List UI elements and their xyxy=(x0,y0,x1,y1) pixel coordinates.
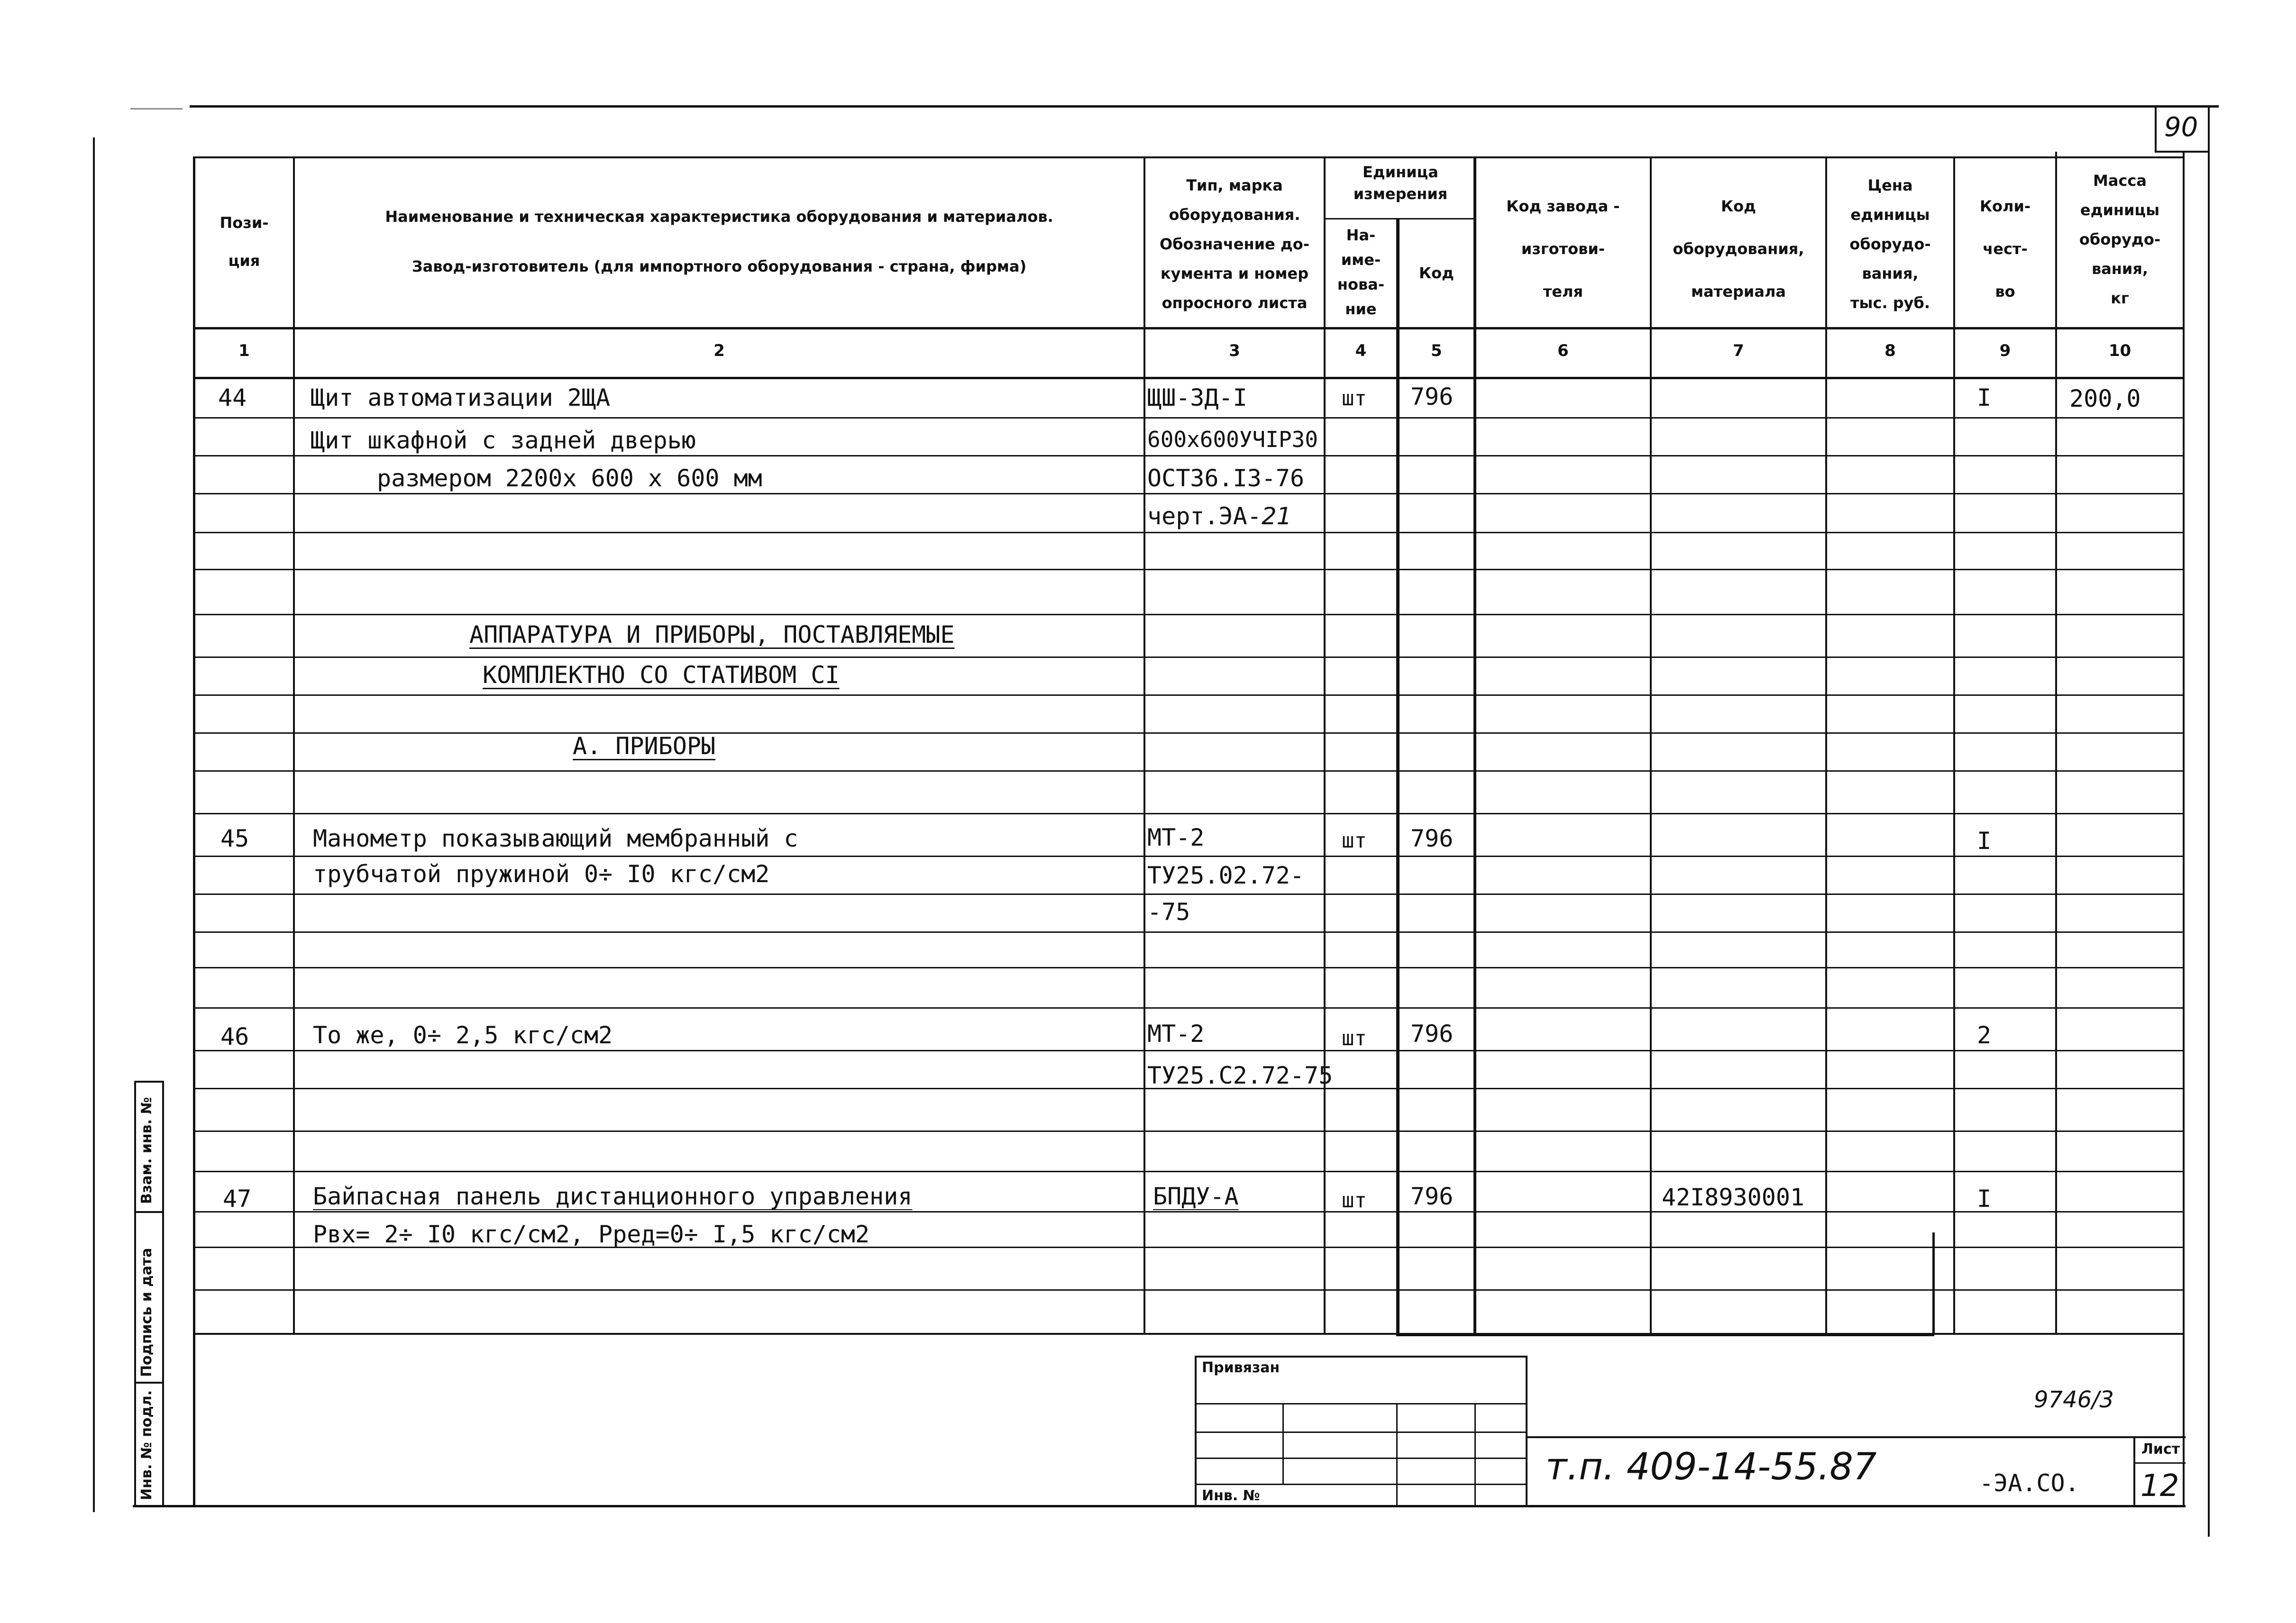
header-c3-line: опросного листа xyxy=(1162,294,1308,312)
table-right xyxy=(2183,152,2185,1507)
frame-top xyxy=(190,105,2219,108)
row-rule xyxy=(193,813,2184,814)
album-code: 9746/3 xyxy=(2034,1386,2114,1413)
header-c4-line: ние xyxy=(1345,300,1377,318)
header-c9-line: во xyxy=(1995,283,2015,301)
header-c4-line: нова- xyxy=(1337,275,1385,293)
row-rule xyxy=(193,614,2184,615)
header-c8-line: единицы xyxy=(1850,206,1930,224)
item-unit-code: 796 xyxy=(1410,1183,1454,1210)
row-rule xyxy=(193,1289,2184,1291)
table-body-bottom-heavy xyxy=(1396,1333,1934,1336)
position-number: 46 xyxy=(220,1023,249,1050)
document-number: т.п. 409-14-55.87 xyxy=(1546,1446,1877,1488)
col-divider-9 xyxy=(2055,152,2057,1334)
row-rule xyxy=(193,1171,2184,1172)
header-unit-line: Единица xyxy=(1363,163,1438,181)
header-unit-line: измерения xyxy=(1353,185,1448,203)
stamp-grid-v3 xyxy=(1474,1403,1476,1507)
col-divider-7 xyxy=(1825,156,1827,1334)
row-rule xyxy=(193,656,2184,658)
sheet-cell-left xyxy=(2133,1436,2135,1507)
item-unit-code: 796 xyxy=(1410,825,1454,852)
stamp-grid-h4 xyxy=(1195,1484,1527,1485)
col-number: 6 xyxy=(1557,341,1569,360)
header-c2-line: Наименование и техническая характеристика оборудования и материалов. xyxy=(385,208,1053,226)
item-type-handwritten: 21 xyxy=(1261,502,1292,530)
stamp-grid-h3 xyxy=(1195,1458,1527,1459)
header-c3-line: оборудования. xyxy=(1169,206,1300,224)
row-rule xyxy=(193,732,2184,734)
header-c8-line: Цена xyxy=(1867,176,1913,194)
item-name: Байпасная панель дистанционного управления xyxy=(313,1183,913,1210)
header-c3-line: Обозначение до- xyxy=(1160,235,1309,253)
header-c10-line: единицы xyxy=(2080,201,2160,219)
row-rule xyxy=(193,931,2184,933)
item-quantity: 2 xyxy=(1977,1021,1992,1049)
row-rule xyxy=(193,1211,2184,1213)
header-c3-line: Тип, марка xyxy=(1186,176,1283,194)
col-divider-3 xyxy=(1324,156,1326,1334)
col-number: 3 xyxy=(1229,341,1240,360)
header-c10 xyxy=(2057,166,2183,313)
item-type: -75 xyxy=(1147,898,1190,926)
col-divider-2 xyxy=(1143,156,1145,1334)
row-rule xyxy=(193,967,2184,968)
header-c3 xyxy=(1145,171,1324,318)
row-rule xyxy=(193,532,2184,533)
header-c4 xyxy=(1326,223,1396,321)
item-type: ЩШ-ЗД-I xyxy=(1147,384,1247,411)
item-name: Щит автоматизации 2ЩА xyxy=(311,384,611,411)
stamp-privyazan-label: Привязан xyxy=(1202,1359,1280,1376)
margin-stamp-top xyxy=(134,1081,164,1083)
stamp-grid-v1 xyxy=(1282,1403,1284,1484)
col-number: 7 xyxy=(1733,341,1744,360)
item-type: БПДУ-А xyxy=(1153,1183,1239,1210)
item-unit: шт xyxy=(1342,1188,1367,1213)
item-type: 600х600УЧIР30 xyxy=(1147,427,1318,452)
sheet-label: Лист xyxy=(2141,1441,2180,1458)
item-name: размером 2200х 600 х 600 мм xyxy=(377,465,762,492)
item-unit-code: 796 xyxy=(1410,1020,1454,1048)
item-name: То же, 0÷ 2,5 кгс/см2 xyxy=(313,1021,613,1049)
col-number: 9 xyxy=(1999,341,2011,360)
sheet-cell-divider xyxy=(2133,1462,2186,1464)
col-number: 2 xyxy=(713,341,725,360)
unit-group-divider xyxy=(1324,218,1475,219)
item-type: ТУ25.С2.72-75 xyxy=(1147,1062,1333,1089)
col-divider-5 xyxy=(1473,156,1476,1334)
row-rule xyxy=(193,455,2184,456)
header-c2-line: Завод-изготовитель (для импортного оборудования - страна, фирма) xyxy=(412,257,1027,275)
col-number: 10 xyxy=(2108,341,2131,360)
frame-right xyxy=(2208,105,2210,1537)
stamp-grid-h1 xyxy=(1195,1403,1527,1404)
header-unit-group xyxy=(1326,161,1475,205)
header-c1 xyxy=(195,204,293,280)
header-c9-line: чест- xyxy=(1983,240,2028,258)
item-unit: шт xyxy=(1342,1026,1367,1050)
col-number: 1 xyxy=(238,341,250,360)
section-title: КОМПЛЕКТНО СО СТАТИВОМ СI xyxy=(483,661,840,689)
item-quantity: I xyxy=(1977,384,1992,411)
position-number: 44 xyxy=(218,384,247,411)
row-rule xyxy=(193,493,2184,494)
header-c4-line: На- xyxy=(1346,226,1376,244)
equipment-code: 42I8930001 xyxy=(1662,1184,1805,1211)
row-rule xyxy=(193,417,2184,419)
item-type: ОСТ36.I3-76 xyxy=(1147,465,1305,492)
row-rule xyxy=(193,569,2184,570)
header-bottom xyxy=(193,327,2184,329)
header-c10-line: Масса xyxy=(2093,172,2147,190)
table-top xyxy=(193,156,2184,158)
header-c6-line: теля xyxy=(1543,283,1583,301)
stamp-grid-v2 xyxy=(1396,1403,1398,1507)
header-c7-line: материала xyxy=(1691,283,1786,301)
header-c10-line: кг xyxy=(2111,289,2129,307)
item-name: трубчатой пружиной 0÷ I0 кгс/см2 xyxy=(313,860,770,888)
margin-label-signature-date: Подпись и дата xyxy=(138,1248,155,1377)
stamp-inv-no-label: Инв. № xyxy=(1202,1487,1260,1504)
header-c6-line: изготови- xyxy=(1521,240,1605,258)
position-number: 45 xyxy=(220,825,249,852)
item-type: ТУ25.02.72- xyxy=(1147,862,1305,889)
stamp-grid-h2 xyxy=(1195,1432,1527,1433)
frame-dash xyxy=(130,108,183,109)
col-divider-8 xyxy=(1953,156,1955,1334)
margin-stamp-left xyxy=(134,1081,136,1507)
header-c10-line: оборудо- xyxy=(2079,230,2161,248)
col-number: 5 xyxy=(1431,341,1442,360)
item-type: МТ-2 xyxy=(1147,1020,1205,1048)
header-c5-line: Код xyxy=(1419,264,1454,282)
header-c1-line: Пози- xyxy=(220,214,269,232)
col-divider-4 xyxy=(1396,218,1400,1334)
header-c6-line: Код завода - xyxy=(1506,197,1620,215)
corner-box-left xyxy=(2155,105,2157,153)
header-c7-line: оборудования, xyxy=(1673,240,1804,258)
header-c6 xyxy=(1476,185,1650,313)
row-rule xyxy=(193,894,2184,895)
col-divider-6 xyxy=(1650,156,1652,1334)
frame-left-margin xyxy=(93,137,95,1512)
section-subtitle: А. ПРИБОРЫ xyxy=(573,732,716,760)
header-c10-line: вания, xyxy=(2091,260,2149,278)
item-type: МТ-2 xyxy=(1147,824,1205,851)
sheet-number: 12 xyxy=(2140,1468,2179,1504)
corner-box-bottom xyxy=(2155,151,2210,153)
header-c4-line: име- xyxy=(1341,251,1381,269)
margin-stamp-div2 xyxy=(134,1382,164,1384)
header-c7 xyxy=(1652,185,1825,313)
title-block-top xyxy=(1527,1436,2186,1438)
numbers-bottom xyxy=(193,377,2184,379)
row-rule xyxy=(193,1131,2184,1132)
row-rule xyxy=(193,1007,2184,1009)
header-c2 xyxy=(295,192,1143,292)
sheet-corner-number: 90 xyxy=(2164,112,2198,143)
item-quantity: I xyxy=(1977,827,1992,855)
header-c8-line: тыс. руб. xyxy=(1850,294,1930,312)
header-c7-line: Код xyxy=(1721,197,1756,215)
margin-stamp-right xyxy=(162,1081,164,1507)
header-c9 xyxy=(1955,185,2055,313)
item-name: Манометр показывающий мембранный с xyxy=(313,825,798,852)
row-rule xyxy=(193,1050,2184,1051)
header-c8-line: вания, xyxy=(1862,264,1919,283)
margin-label-vzam-inv: Взам. инв. № xyxy=(138,1097,155,1204)
item-name: Щит шкафной с задней дверью xyxy=(311,427,696,454)
item-unit-code: 796 xyxy=(1410,383,1454,410)
position-number: 47 xyxy=(223,1185,252,1213)
item-type xyxy=(1147,502,1291,530)
section-title: АППАРАТУРА И ПРИБОРЫ, ПОСТАВЛЯЕМЫЕ xyxy=(469,621,955,648)
margin-stamp-div1 xyxy=(134,1211,164,1213)
header-c1-line: ция xyxy=(228,252,260,270)
row-rule xyxy=(193,856,2184,857)
header-c8-line: оборудо- xyxy=(1849,235,1931,253)
header-c9-line: Коли- xyxy=(1979,197,2031,215)
col-number: 8 xyxy=(1884,341,1896,360)
item-unit: шт xyxy=(1342,829,1367,853)
header-c5 xyxy=(1400,258,1473,288)
document-suffix: -ЭА.СО. xyxy=(1979,1469,2079,1497)
header-c3-line: кумента и номер xyxy=(1160,264,1309,283)
item-name: Рвх= 2÷ I0 кгс/см2, Рред=0÷ I,5 кгс/см2 xyxy=(313,1221,869,1248)
item-mass: 200,0 xyxy=(2069,385,2141,412)
stamp-box-top xyxy=(1195,1356,1527,1358)
margin-label-inv-podl: Инв. № подл. xyxy=(138,1390,155,1500)
header-c8 xyxy=(1827,171,1953,318)
item-type-text: черт.ЭА- xyxy=(1147,502,1262,530)
col-number: 4 xyxy=(1355,341,1367,360)
item-unit: шт xyxy=(1342,386,1367,410)
item-quantity: I xyxy=(1977,1185,1992,1213)
frame-bottom xyxy=(133,1505,2186,1507)
col-divider-1 xyxy=(293,156,295,1334)
row-rule xyxy=(193,770,2184,772)
row-rule xyxy=(193,694,2184,696)
